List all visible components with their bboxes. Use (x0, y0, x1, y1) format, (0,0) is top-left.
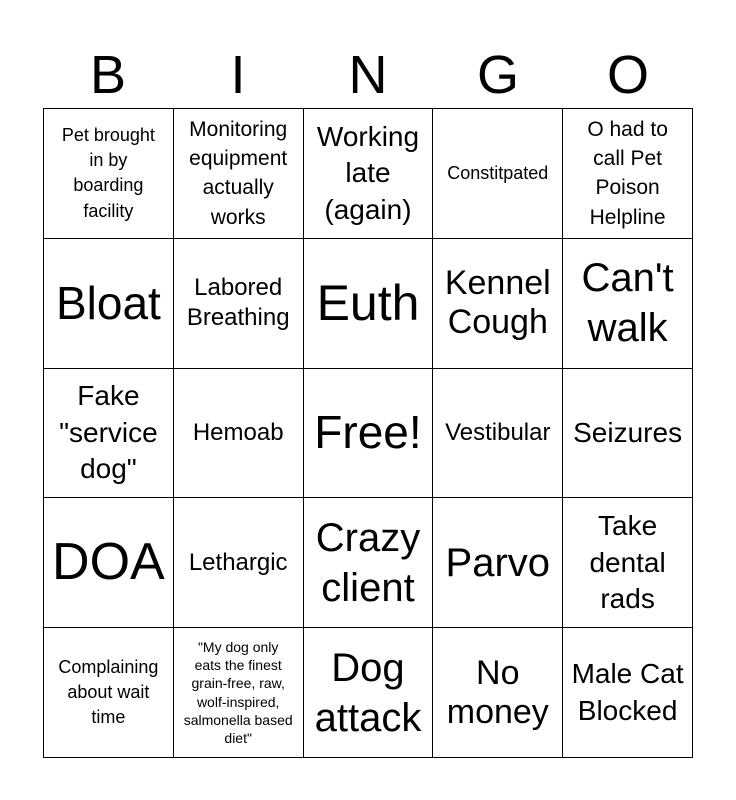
bingo-cell[interactable] (433, 239, 563, 369)
bingo-cell[interactable] (44, 628, 174, 758)
cell-text: Dog attack (314, 645, 422, 740)
cell-text: Euth (316, 274, 420, 331)
header-letter-o: O (606, 45, 649, 105)
bingo-cell[interactable] (433, 369, 563, 499)
bingo-cell[interactable] (563, 369, 693, 499)
bingo-cell[interactable] (44, 369, 174, 499)
bingo-cell[interactable] (174, 369, 304, 499)
cell-text: Male Cat Blocked (571, 658, 684, 726)
cell-text: Parvo (445, 540, 551, 585)
cell-text: Hemoab (192, 418, 284, 446)
bingo-cell[interactable] (174, 239, 304, 369)
header-letter-g: G (476, 45, 519, 105)
bingo-board (43, 108, 693, 758)
bingo-cell[interactable] (304, 369, 434, 499)
bingo-cell[interactable] (563, 109, 693, 239)
cell-text: Can't walk (581, 256, 674, 351)
bingo-cell[interactable] (174, 498, 304, 628)
bingo-header (43, 42, 693, 108)
bingo-cell[interactable] (433, 498, 563, 628)
cell-text: Kennel Cough (444, 264, 551, 342)
cell-text: Labored Breathing (186, 274, 290, 332)
cell-text: O had to call Pet Poison Helpline (587, 117, 668, 229)
cell-text: No money (446, 653, 549, 731)
header-letter-i: I (230, 45, 246, 105)
cell-text: Vestibular (445, 418, 551, 446)
bingo-cell[interactable] (44, 498, 174, 628)
cell-text: Seizures (573, 416, 683, 448)
bingo-cell[interactable] (433, 628, 563, 758)
bingo-cell[interactable] (174, 628, 304, 758)
cell-text: Constitpated (447, 162, 549, 183)
header-letter-n: N (348, 45, 388, 105)
cell-text: Take dental rads (589, 510, 666, 614)
cell-text: Monitoring equipment actually works (189, 117, 288, 229)
cell-text: Crazy client (315, 515, 421, 610)
cell-text: Fake "service dog" (59, 380, 158, 485)
bingo-cell[interactable] (433, 109, 563, 239)
bingo-cell[interactable] (44, 109, 174, 239)
cell-text: Complaining about wait time (58, 656, 159, 728)
bingo-cell[interactable] (304, 628, 434, 758)
cell-text: Free! (314, 406, 422, 459)
bingo-cell[interactable] (563, 628, 693, 758)
bingo-cell[interactable] (563, 239, 693, 369)
cell-text: Bloat (55, 276, 161, 329)
cell-text: DOA (52, 533, 165, 592)
bingo-cell[interactable] (304, 109, 434, 239)
bingo-cell[interactable] (174, 109, 304, 239)
header-letter-b: B (89, 45, 127, 105)
cell-text: "My dog only eats the finest grain-free, raw, wolf-inspired, salmonella based diet" (183, 639, 293, 746)
cell-text: Lethargic (188, 548, 288, 576)
cell-text: Working late (again) (316, 120, 420, 225)
bingo-cell[interactable] (44, 239, 174, 369)
bingo-cell[interactable] (304, 498, 434, 628)
bingo-cell[interactable] (563, 498, 693, 628)
cell-text: Pet brought in by boarding facility (61, 125, 155, 221)
bingo-cell[interactable] (304, 239, 434, 369)
